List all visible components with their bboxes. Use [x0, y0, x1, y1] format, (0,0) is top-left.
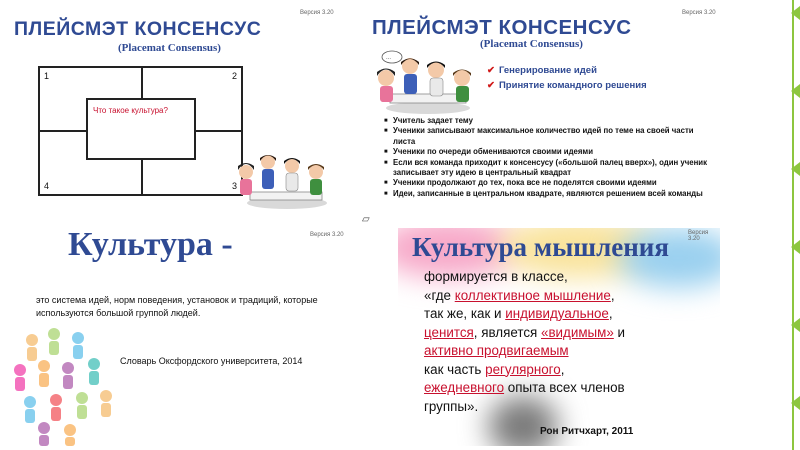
quote-fragment: ,: [608, 306, 613, 321]
students-illustration: [232, 148, 338, 210]
quote-highlight: ежедневного: [424, 380, 505, 395]
culture-of-thinking-panel: [398, 228, 720, 446]
svg-text:...: ...: [386, 55, 392, 61]
list-item: ■ Учитель задает тему: [384, 116, 714, 126]
list-item: ■ Идеи, записанные в центральном квадрате, являются решением всей команды: [384, 189, 714, 199]
panel-title: Культура -: [68, 226, 233, 263]
culture-definition-panel: [10, 224, 360, 446]
definition-source: Словарь Оксфордского университета, 2014: [120, 356, 303, 366]
quote-fragment: группы».: [424, 398, 479, 414]
list-item: ■ Ученики записывают максимальное количество идей по теме на своей части листа: [384, 126, 714, 147]
panel-subtitle: (Placemat Consensus): [118, 42, 221, 54]
document-icon: ▱: [362, 214, 370, 225]
quote-fragment: «где: [424, 287, 455, 303]
edge-arrow-icon: [791, 162, 800, 176]
quote-fragment: формируется в классе,: [424, 269, 568, 284]
quote-highlight: ценится: [424, 324, 474, 340]
quote-author: Рон Ритчхарт, 2011: [540, 426, 634, 437]
version-label: Версия 3.20: [688, 230, 709, 242]
panel-title: Культура мышления: [412, 232, 669, 262]
list-item: ■ Если вся команда приходит к консенсусу («большой палец вверх»), один ученик записывает эту идею в центральный квадрат: [384, 158, 714, 179]
quote-fragment: и: [613, 324, 626, 340]
grid-center-square: [86, 98, 196, 160]
quote-fragment: ,: [610, 287, 615, 303]
quote-fragment: так же, как и: [424, 306, 506, 321]
quote-highlight: коллективное мышление: [454, 287, 611, 303]
quote-highlight: индивидуальное: [505, 306, 609, 321]
placemat-grid: [38, 66, 243, 196]
edge-arrow-icon: [791, 84, 800, 98]
edge-arrow-icon: [791, 318, 800, 332]
edge-arrow-icon: [791, 240, 800, 254]
quote-highlight: регулярного: [485, 361, 561, 377]
panel-title: ПЛЕЙСМЭТ КОНСЕНСУС: [372, 16, 632, 39]
people-circle-decoration: [10, 324, 122, 446]
center-question: Что такое культура?: [93, 106, 168, 115]
quadrant-label: 3: [231, 181, 237, 191]
checkmark-icon: ✔: [487, 65, 495, 76]
students-illustration: [372, 50, 484, 116]
list-item: ■ Ученики по очереди обмениваются своими идеями: [384, 147, 714, 157]
check-item: ✔ Генерирование идей: [487, 65, 597, 76]
right-edge-line: [792, 0, 794, 450]
placemat-diagram-panel: [10, 8, 340, 213]
checkmark-icon: ✔: [487, 80, 495, 91]
quadrant-label: 4: [44, 181, 50, 191]
panel-title: ПЛЕЙСМЭТ КОНСЕНСУС: [14, 18, 262, 40]
quote-fragment: , является: [473, 324, 541, 340]
version-label: Версия 3.20: [310, 232, 344, 238]
quote-highlight: активно продвигаемым: [424, 343, 569, 358]
version-label: Версия 3.20: [682, 10, 716, 16]
quote-text: [424, 268, 694, 416]
panel-subtitle: (Placemat Consensus): [480, 38, 583, 50]
quote-fragment: ,: [560, 361, 565, 377]
edge-arrow-icon: [791, 396, 800, 410]
version-label: Версия 3.20: [300, 10, 334, 16]
check-item: ✔ Принятие командного решения: [487, 80, 647, 91]
list-item: ■ Ученики продолжают до тех, пока все не поделятся своими идеями: [384, 178, 714, 188]
quadrant-label: 1: [44, 71, 50, 81]
quote-fragment: как часть: [424, 361, 486, 377]
quote-highlight: «видимым»: [541, 324, 614, 340]
placemat-steps-panel: [372, 8, 720, 226]
edge-arrow-icon: [791, 6, 800, 20]
quadrant-label: 2: [231, 71, 237, 81]
steps-list: [384, 116, 714, 199]
quote-fragment: опыта всех членов: [504, 380, 625, 395]
definition-text: это система идей, норм поведения, установок и традиций, которые используются большой группой людей.: [36, 295, 318, 318]
